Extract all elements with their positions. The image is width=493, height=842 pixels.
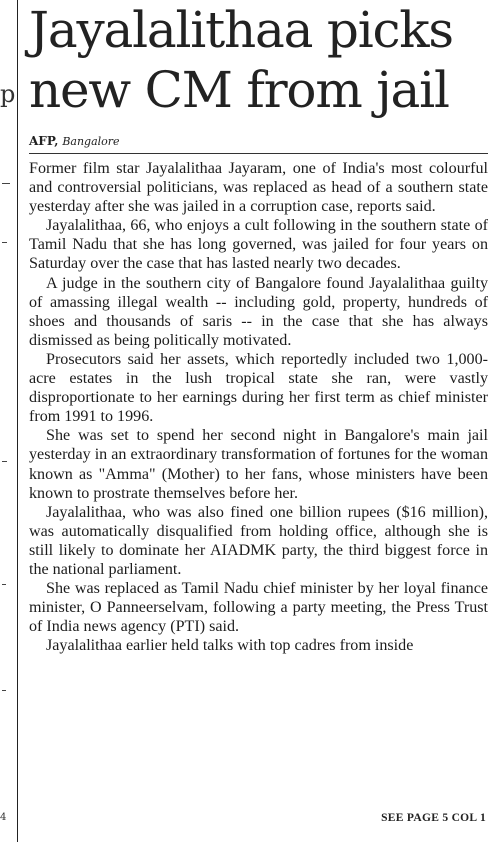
byline-city: Bangalore	[62, 135, 120, 148]
adjacent-column-dash	[2, 584, 6, 585]
paragraph: She was set to spend her second night in Bangalore's main jail yesterday in an extraordinary transformation of fortunes for the woman known as "Amma" (Mother) to her fans, whose ministers have been known to prostrate themselves before her.	[29, 427, 488, 502]
adjacent-column-dash	[2, 183, 10, 184]
column-rule	[17, 0, 18, 842]
byline-agency: AFP,	[29, 134, 59, 148]
news-article	[29, 0, 488, 655]
paragraph: She was replaced as Tamil Nadu chief minister by her loyal finance minister, O Panneerselvam, following a party meeting, the Press Trust of India news agency (PTI) said.	[29, 580, 488, 636]
adjacent-column-dash	[2, 461, 7, 462]
paragraph: Prosecutors said her assets, which reportedly included two 1,000-acre estates in the lush tropical state she ran, were vastly disproportionate to her earnings during her first term as chief minister from 1991 to 1996.	[29, 350, 488, 426]
headline	[29, 0, 488, 120]
page-number: 4	[0, 812, 7, 823]
paragraph: Jayalalithaa, who was also fined one billion rupees ($16 million), was automatically disqualified from holding office, although she is still likely to dominate her AIADMK party, the third biggest force in the national parliament.	[29, 503, 488, 578]
continuation-jump: SEE PAGE 5 COL 1	[381, 812, 486, 824]
paragraph: Jayalalithaa earlier held talks with top cadres from inside	[46, 637, 414, 655]
headline-line: Jayalalithaa picks	[29, 1, 453, 59]
adjacent-column-fragment: p	[0, 80, 16, 108]
byline	[29, 134, 488, 149]
adjacent-column-edge	[0, 0, 16, 842]
headline-line: new CM from jail	[29, 61, 449, 119]
paragraph: Jayalalithaa, 66, who enjoys a cult following in the southern state of Tamil Nadu that she has long governed, was jailed for four years on Saturday over the case that has lasted nearly two decades.	[29, 217, 488, 273]
paragraph: Former film star Jayalalithaa Jayaram, one of India's most colourful and controversial politicians, was replaced as head of a southern state yesterday after she was jailed in a corruption case, reports said.	[29, 160, 488, 216]
article-body	[29, 159, 488, 655]
byline-divider	[29, 153, 488, 154]
adjacent-column-dash	[2, 242, 7, 243]
adjacent-column-dash	[2, 690, 6, 691]
paragraph: A judge in the southern city of Bangalore found Jayalalithaa guilty of amassing illegal wealth -- including gold, property, hundreds of shoes and thousands of saris -- in the case that she has always dismissed as being politically motivated.	[29, 274, 488, 349]
